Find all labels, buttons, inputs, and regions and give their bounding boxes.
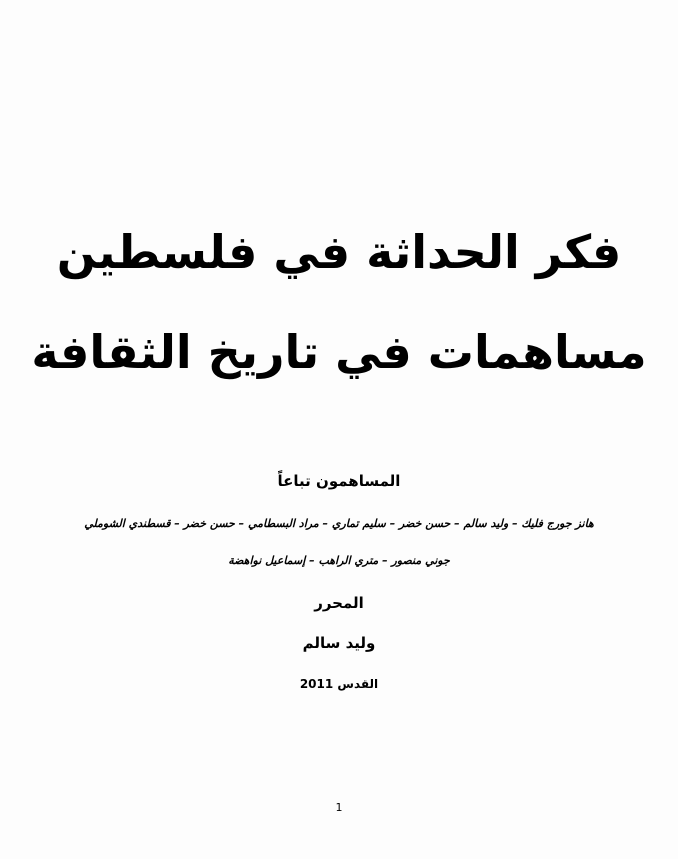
- title-line-1: فكر الحداثة في فلسطين: [56, 225, 622, 279]
- title-line-2: مساهمات في تاريخ الثقافة: [31, 325, 647, 379]
- contributors-heading: المساهمون تباعاً: [277, 472, 401, 490]
- contributors-list-line-2: جوني منصور – متري الراهب – إسماعيل نواهضة: [228, 554, 450, 567]
- editor-name: وليد سالم: [302, 634, 376, 652]
- editor-heading: المحرر: [314, 594, 364, 612]
- place-and-year: القدس 2011: [299, 677, 379, 691]
- contributors-list-line-1: هانز جورج فليك – وليد سالم – حسن خضر – سليم تماري – مراد البسطامي – حسن خضر – قسطندي الشوملي: [84, 517, 594, 530]
- page-number: 1: [335, 801, 343, 814]
